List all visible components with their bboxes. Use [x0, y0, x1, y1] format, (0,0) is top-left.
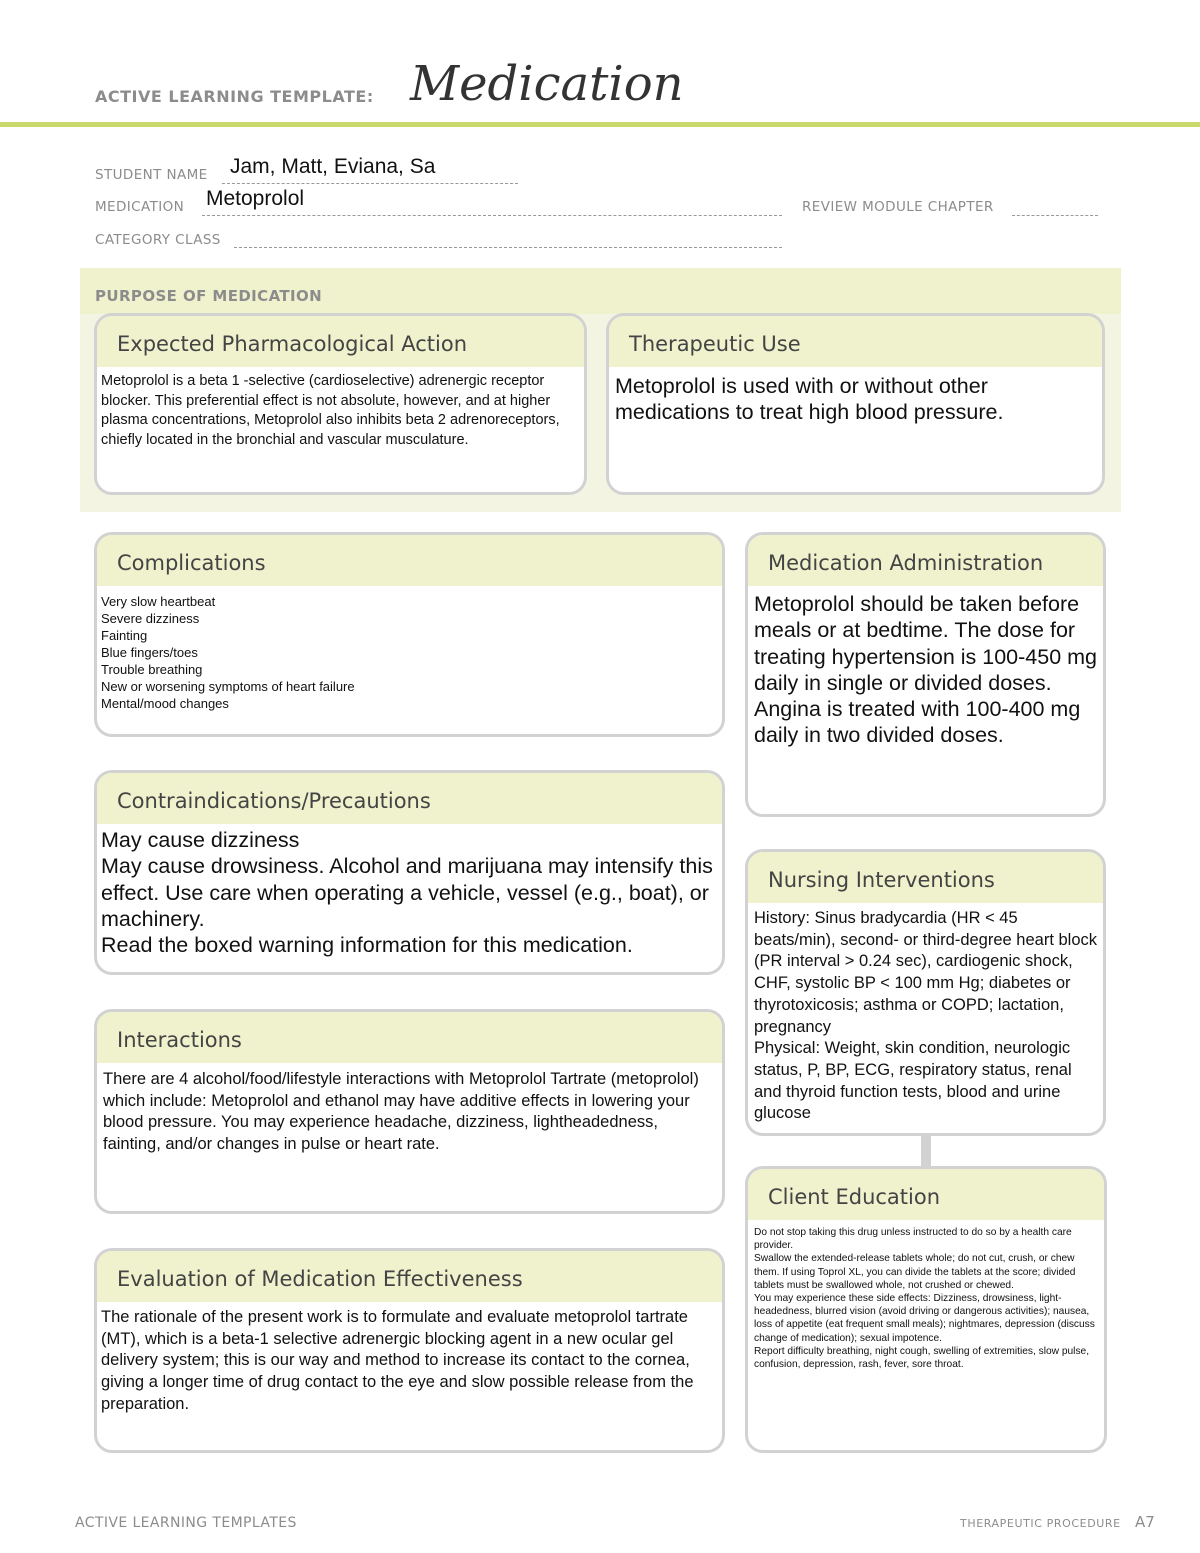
complications-box	[94, 532, 725, 737]
complications-text[interactable]: Very slow heartbeat Severe dizziness Fainting Blue fingers/toes Trouble breathing New or worsening symptoms of heart failure Mental/mood changes	[101, 594, 355, 711]
page-number: A7	[1135, 1513, 1155, 1531]
therapeutic-use-text[interactable]: Metoprolol is used with or without other medications to treat high blood pressure.	[615, 374, 1004, 425]
category-class-line[interactable]	[234, 247, 782, 248]
expected-action-text[interactable]: Metoprolol is a beta 1 -selective (cardioselective) adrenergic receptor blocker. This preferential effect is not absolute, however, and at higher plasma concentrations, Metoprolol also inhibits beta 2 adrenoreceptors, chiefly located in the bronchial and vascular musculature.	[101, 373, 560, 448]
nursing-interventions-box	[745, 849, 1106, 1136]
complications-title: Complications	[117, 551, 266, 575]
student-name-line	[222, 183, 518, 184]
interactions-text[interactable]: There are 4 alcohol/food/lifestyle interactions with Metoprolol Tartrate (metoprolol) which include: Metoprolol and ethanol may have additive effects in lowering your blood pressure. You may experience headache, dizziness, lightheadedness, fainting, and/or changes in pulse or heart rate.	[103, 1070, 699, 1154]
review-module-label: REVIEW MODULE CHAPTER	[802, 199, 994, 215]
interactions-title: Interactions	[117, 1028, 242, 1052]
template-label: ACTIVE LEARNING TEMPLATE:	[95, 87, 374, 106]
header-divider	[0, 122, 1200, 127]
therapeutic-use-title: Therapeutic Use	[629, 332, 801, 356]
medication-line	[202, 215, 782, 216]
contraindications-text[interactable]: May cause dizziness May cause drowsiness. Alcohol and marijuana may intensify this effect. Use care when operating a vehicle, vessel (e.g., boat), or machinery. Read the boxed warning information for this medication.	[101, 828, 713, 958]
purpose-section-title: PURPOSE OF MEDICATION	[95, 287, 323, 305]
category-class-label: CATEGORY CLASS	[95, 232, 221, 248]
medication-label: MEDICATION	[95, 199, 185, 215]
template-type-title: Medication	[410, 56, 684, 112]
contraindications-box	[94, 770, 725, 975]
medication-administration-title: Medication Administration	[768, 551, 1044, 575]
client-education-title: Client Education	[768, 1185, 941, 1209]
evaluation-title: Evaluation of Medication Effectiveness	[117, 1267, 523, 1291]
medication-administration-text[interactable]: Metoprolol should be taken before meals or at bedtime. The dose for treating hypertension is 100-450 mg daily in single or divided doses. Angina is treated with 100-400 mg daily in two divided doses.	[754, 592, 1098, 748]
expected-action-box	[94, 313, 587, 495]
medication-administration-box	[745, 532, 1106, 817]
student-name-value[interactable]: Jam, Matt, Eviana, Sa	[230, 155, 436, 178]
client-education-text[interactable]: Do not stop taking this drug unless instructed to do so by a health care provider. Swallow the extended-release tablets whole; do not cut, crush, or chew them. If using Toprol XL, you can divide the tablets at the score; divided tablets must be swallowed whole, not crushed or chewed. You may experience these side effects: Dizziness, drowsiness, light-headedness, blurred vision (avoid driving or dangerous activities); nausea, loss of appetite (eat frequent small meals); nightmares, depression (discuss change of medication); sexual impotence. Report difficulty breathing, night cough, swelling of extremities, slow pulse, confusion, depression, rash, fever, sore throat.	[754, 1227, 1095, 1371]
student-name-label: STUDENT NAME	[95, 167, 208, 183]
expected-action-title: Expected Pharmacological Action	[117, 332, 468, 356]
box-connector	[921, 1135, 931, 1167]
footer-right: THERAPEUTIC PROCEDURE	[960, 1517, 1121, 1530]
contraindications-title: Contraindications/Precautions	[117, 789, 431, 813]
review-module-line[interactable]	[1012, 215, 1098, 216]
therapeutic-use-box	[606, 313, 1105, 495]
client-education-box	[745, 1166, 1107, 1453]
nursing-interventions-title: Nursing Interventions	[768, 868, 995, 892]
medication-value[interactable]: Metoprolol	[206, 187, 305, 210]
interactions-box	[94, 1009, 725, 1214]
nursing-interventions-text[interactable]: History: Sinus bradycardia (HR < 45 beats/min), second- or third-degree heart block (PR interval > 0.24 sec), cardiogenic shock, CHF, systolic BP < 100 mm Hg; diabetes or thyrotoxicosis; asthma or COPD; lactation, pregnancy Physical: Weight, skin condition, neurologic status, P, BP, ECG, respiratory status, renal and thyroid function tests, blood and urine glucose	[754, 909, 1098, 1123]
footer-left: ACTIVE LEARNING TEMPLATES	[75, 1515, 297, 1531]
evaluation-text[interactable]: The rationale of the present work is to formulate and evaluate metoprolol tartrate (MT), which is a beta-1 selective adrenergic blocking agent in a new ocular gel delivery system; this is our way and method to increase its contact to the cornea, giving a longer time of drug contact to the eye and slow possible release from the preparation.	[101, 1308, 694, 1413]
evaluation-box	[94, 1248, 725, 1453]
